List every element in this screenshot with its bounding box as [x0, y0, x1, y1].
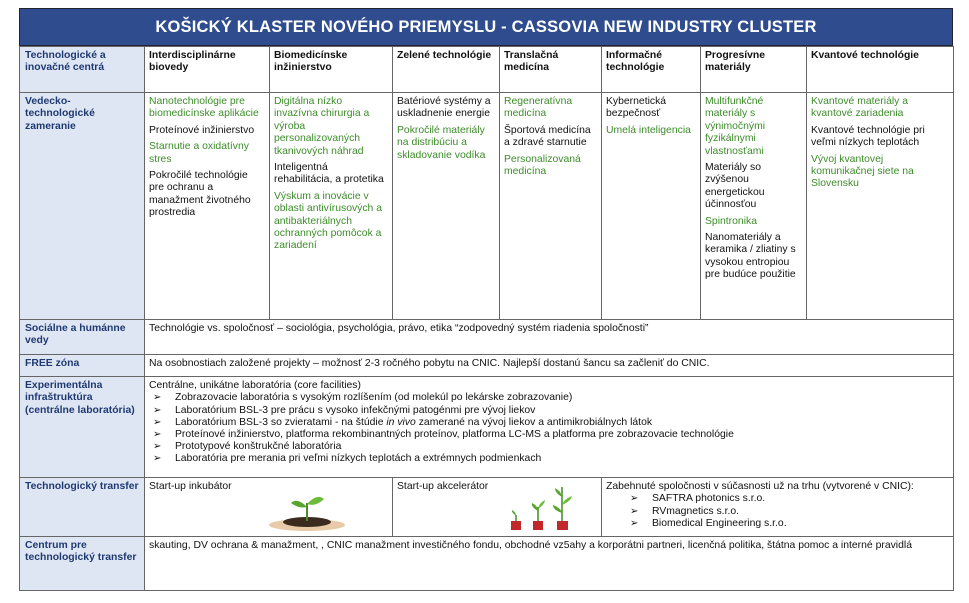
- focus-item: Pokročilé technológie pre ochranu a manažment životného prostredia: [149, 170, 251, 219]
- cluster-page: [19, 8, 953, 591]
- growing-plants-icon: [507, 483, 579, 533]
- infrastructure-cell: [145, 377, 954, 478]
- free-zone-text: Na osobnostiach založené projekty – možnosť 2-3 ročného pobytu na CNIC. Najlepší dostanú šancu sa začleniť do CNIC.: [145, 355, 954, 377]
- focus-item: Personalizovaná medicína: [504, 153, 581, 178]
- row-label-centers: Technologické a inovačné centrá: [20, 47, 145, 93]
- infrastructure-row: [20, 377, 954, 478]
- focus-item: Vývoj kvantovej komunikačnej siete na Slovensku: [811, 153, 914, 190]
- col-progressive-materials: Progresívne materiály: [701, 47, 807, 93]
- focus-item: Regeneratívna medicína: [504, 96, 573, 120]
- company-item: ➢ RVmagnetics s.r.o.: [652, 506, 949, 518]
- row-label-social: Sociálne a humánne vedy: [20, 320, 145, 355]
- focus-item: Proteínové inžinierstvo: [149, 124, 255, 136]
- row-label-free-zone: FREE zóna: [20, 355, 145, 377]
- row-label-transfer-center: Centrum pre technologický transfer: [20, 537, 145, 591]
- focus-item: Kybernetická bezpečnosť: [606, 96, 667, 120]
- focus-item: Kvantové technológie pri veľmi nízkych teplotách: [811, 124, 925, 149]
- focus-cell: [393, 93, 500, 320]
- infrastructure-item: ➢ Laboratória pre merania pri veľmi nízkych teplotách a extrémnych podmienkach: [175, 453, 949, 465]
- seedling-in-hands-icon: [267, 489, 347, 531]
- row-label-tech-transfer: Technologický transfer: [20, 478, 145, 537]
- accelerator-cell: [393, 478, 602, 537]
- free-zone-row: [20, 355, 954, 377]
- focus-item: Výskum a inovácie v oblasti antivírusových a antibakteriálnych ochranných pomôcok a zariadení: [274, 190, 383, 252]
- cluster-table: [19, 46, 954, 591]
- focus-item: Umelá inteligencia: [606, 124, 691, 136]
- focus-item: Digitálna nízko invazívna chirurgia a výroba personalizovaných tkanivových náhrad: [274, 96, 370, 157]
- infrastructure-item: ➢ Prototypové konštrukčné laboratória: [175, 441, 949, 453]
- companies-cell: [602, 478, 954, 537]
- focus-cell: [807, 93, 954, 320]
- col-interdisciplinary-biosciences: Interdisciplinárne biovedy: [145, 47, 270, 93]
- companies-list: [606, 493, 949, 530]
- focus-item: Nanomateriály a keramika / zliatiny s vysokou entropiou pre budúce použitie: [705, 232, 796, 281]
- focus-cell: [701, 93, 807, 320]
- companies-intro: Zabehnuté spoločnosti v súčasnosti už na trhu (vytvorené v CNIC):: [606, 481, 914, 492]
- focus-item: Spintronika: [705, 215, 757, 227]
- infrastructure-intro: Centrálne, unikátne laboratória (core facilities): [149, 380, 361, 391]
- company-item: ➢ Biomedical Engineering s.r.o.: [652, 518, 949, 530]
- infrastructure-list: [149, 392, 949, 465]
- incubator-label: Start-up inkubátor: [149, 481, 232, 492]
- research-focus-row: [20, 93, 954, 320]
- col-quantum-technologies: Kvantové technológie: [807, 47, 954, 93]
- focus-cell: [602, 93, 701, 320]
- infrastructure-item: ➢ Zobrazovacie laboratória s vysokým rozlíšením (od molekúl po lekárske zobrazovanie): [175, 392, 949, 404]
- incubator-cell: [145, 478, 393, 537]
- focus-item: Inteligentná rehabilitácia, a protetika: [274, 162, 384, 186]
- focus-cell: [500, 93, 602, 320]
- infrastructure-item-bsl-animals: ➢ Laboratórium BSL-3 so zvieratami - na štúdie in vivo zamerané na vývoj liekov a antimikrobiálnych látok: [175, 417, 949, 429]
- infrastructure-item: ➢ Proteínové inžinierstvo, platforma rekombinantných proteínov, platforma LC-MS a platforma pre zobrazovacie technológie: [175, 429, 949, 441]
- focus-item: Nanotechnológie pre biomedicínske aplikácie: [149, 96, 259, 120]
- focus-item: Pokročilé materiály na distribúciu a skladovanie vodíka: [397, 124, 486, 161]
- transfer-center-text: skauting, DV ochrana & manažment, , CNIC manažment investičného fondu, obchodné vz5ahy a korporátni partneri, licenčná politika, štátna pomoc a interné pravidlá: [145, 537, 954, 591]
- col-green-technologies: Zelené technológie: [393, 47, 500, 93]
- focus-item: Batériové systémy a uskladnenie energie: [397, 96, 491, 120]
- focus-item: Multifunkčné materiály s výnimočnými fyzikálnymi vlastnosťami: [705, 96, 766, 157]
- tech-transfer-row: [20, 478, 954, 537]
- social-row: [20, 320, 954, 355]
- row-label-infrastructure: Experimentálna infraštruktúra (centrálne laboratória): [20, 377, 145, 478]
- col-biomedical-engineering: Biomedicínske inžinierstvo: [270, 47, 393, 93]
- focus-item: Športová medicína a zdravé starnutie: [504, 124, 591, 149]
- col-information-technologies: Informačné technológie: [602, 47, 701, 93]
- focus-item: Materiály so zvýšenou energetickou účinnosťou: [705, 162, 765, 211]
- infrastructure-item: ➢ Laboratórium BSL-3 pre prácu s vysoko infekčnými patogénmi pre vývoj liekov: [175, 405, 949, 417]
- col-translational-medicine: Translačná medicína: [500, 47, 602, 93]
- accelerator-label: Start-up akcelerátor: [397, 481, 489, 492]
- transfer-center-row: [20, 537, 954, 591]
- header-row: [20, 47, 954, 93]
- company-item: ➢ SAFTRA photonics s.r.o.: [652, 493, 949, 505]
- focus-item: Starnutie a oxidatívny stres: [149, 141, 249, 165]
- page-title: KOŠICKÝ KLASTER NOVÉHO PRIEMYSLU - CASSOVIA NEW INDUSTRY CLUSTER: [19, 8, 953, 46]
- focus-cell: [145, 93, 270, 320]
- focus-cell: [270, 93, 393, 320]
- row-label-research-focus: Vedecko-technologické zameranie: [20, 93, 145, 320]
- focus-item: Kvantové materiály a kvantové zariadenia: [811, 96, 909, 120]
- social-text: Technológie vs. spoločnosť – sociológia, psychológia, právo, etika “zodpovedný systém riadenia spoločnosti”: [145, 320, 954, 355]
